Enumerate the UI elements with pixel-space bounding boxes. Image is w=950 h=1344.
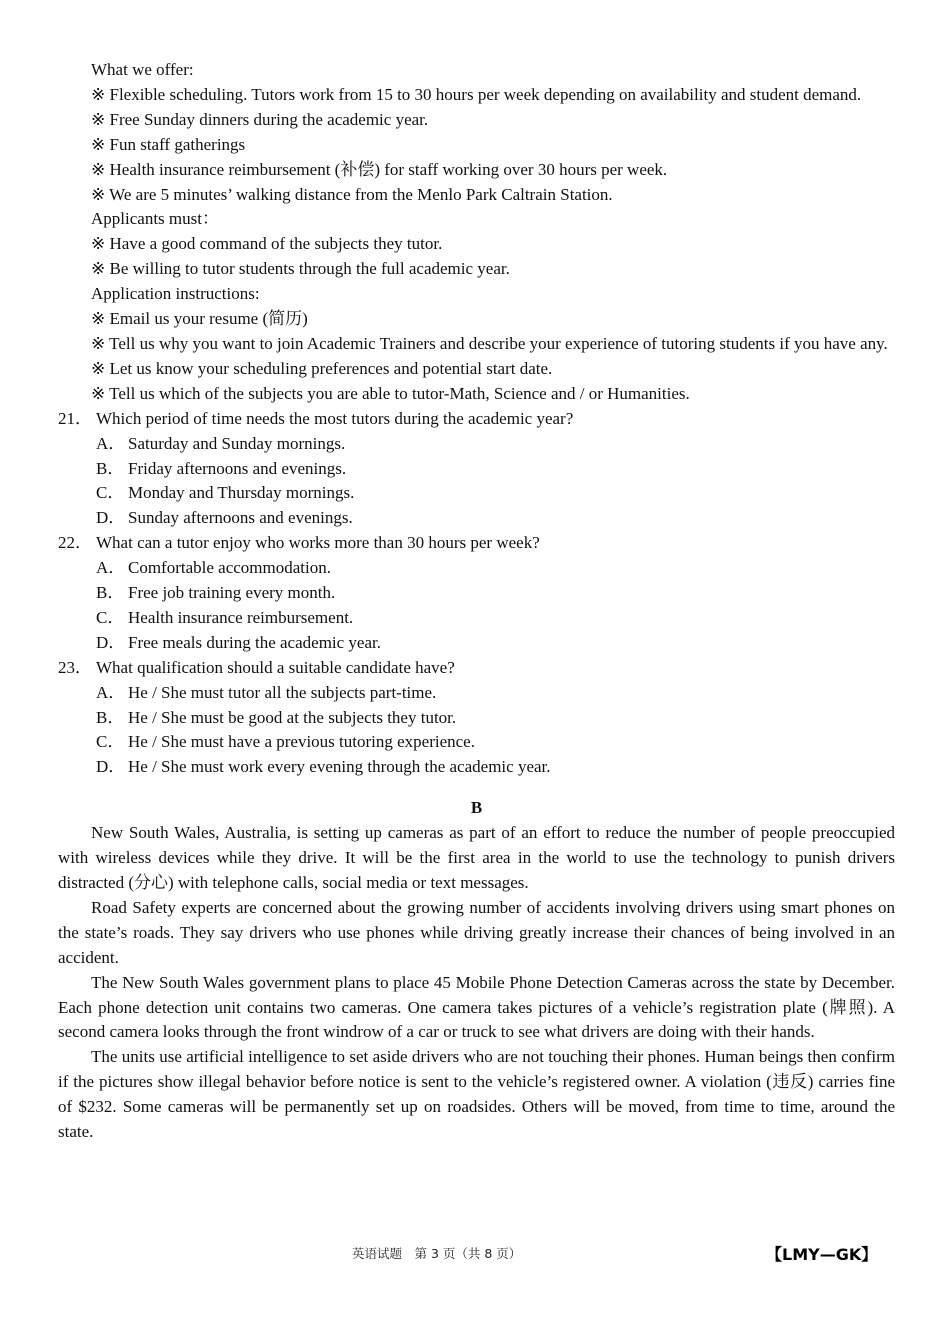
question-number: 23． xyxy=(58,657,92,677)
option-text: Sunday afternoons and evenings. xyxy=(128,508,353,528)
instructions-item: ※ Tell us which of the subjects you are able to tutor-Math, Science and / or Humanities. xyxy=(91,383,690,403)
question-text: What qualification should a suitable candidate have? xyxy=(96,657,455,677)
option-text: Health insurance reimbursement. xyxy=(128,607,354,627)
page-number: 英语试题 第 3 页（共 8 页） xyxy=(352,1246,522,1261)
question-21 xyxy=(58,407,895,532)
applicants-item: ※ Be willing to tutor students through the full academic year. xyxy=(91,259,510,279)
option xyxy=(96,706,895,731)
paragraph: The units use artificial intelligence to set aside drivers who are not touching their phones. Human beings then confirm if the pictures show illegal behavior before notice is sent to the vehicle’s registered owner. A violation (违反) carries fine of $232. Some cameras will be permanently set up on roadsides. Others will be moved, from time to time, around the state. xyxy=(58,1047,895,1142)
question-22 xyxy=(58,531,895,656)
option-text: He / She must have a previous tutoring experience. xyxy=(128,732,475,752)
passage-a xyxy=(58,58,895,407)
option xyxy=(96,481,895,506)
offer-item: ※ Health insurance reimbursement (补偿) for staff working over 30 hours per week. xyxy=(91,159,668,179)
option-letter: B． xyxy=(96,707,125,727)
section-title: B xyxy=(470,798,483,818)
option-text: Free job training every month. xyxy=(128,583,336,603)
option-text: He / She must work every evening through the academic year. xyxy=(128,757,551,777)
option-letter: D． xyxy=(96,632,126,652)
option xyxy=(96,432,895,457)
option-text: Comfortable accommodation. xyxy=(128,558,331,578)
option-letter: A． xyxy=(96,558,126,578)
option-letter: B． xyxy=(96,458,125,478)
option-letter: A． xyxy=(96,682,126,702)
applicants-item: ※ Have a good command of the subjects they tutor. xyxy=(91,234,443,254)
option xyxy=(96,506,895,531)
question-text: What can a tutor enjoy who works more than 30 hours per week? xyxy=(96,533,540,553)
option-text: He / She must be good at the subjects they tutor. xyxy=(128,707,457,727)
paragraph: The New South Wales government plans to place 45 Mobile Phone Detection Cameras across the state by December. Each phone detection unit contains two cameras. One camera takes pictures of a vehicle’s registration plate (牌照). A second camera looks through the front windrow of a car or truck to see what drivers are doing with their hands. xyxy=(58,972,895,1042)
option-letter: C． xyxy=(96,483,125,503)
option xyxy=(96,581,895,606)
option-letter: D． xyxy=(96,508,126,528)
option xyxy=(96,606,895,631)
offer-item: ※ Free Sunday dinners during the academic year. xyxy=(91,109,429,129)
question-number: 21． xyxy=(58,408,92,428)
option-text: Saturday and Sunday mornings. xyxy=(128,433,346,453)
instructions-item: ※ Email us your resume (简历) xyxy=(91,309,308,329)
page-footer xyxy=(0,1242,950,1266)
option xyxy=(96,755,895,780)
offer-item: ※ Flexible scheduling. Tutors work from 15 to 30 hours per week depending on availability and student demand. xyxy=(91,84,862,104)
applicants-heading: Applicants must： xyxy=(91,209,219,229)
option xyxy=(96,730,895,755)
offer-item: ※ Fun staff gatherings xyxy=(91,134,246,154)
question-number: 22． xyxy=(58,533,92,553)
offer-heading: What we offer: xyxy=(91,60,194,79)
option-text: Free meals during the academic year. xyxy=(128,632,381,652)
instructions-item: ※ Let us know your scheduling preferences and potential start date. xyxy=(91,358,553,378)
option-text: Monday and Thursday mornings. xyxy=(128,483,355,503)
paragraph: New South Wales, Australia, is setting up cameras as part of an effort to reduce the number of people preoccupied with wireless devices while they drive. It will be the first area in the world to use the technology to punish drivers distracted (分心) with telephone calls, social media or text messages. xyxy=(58,823,895,892)
offer-item: ※ We are 5 minutes’ walking distance from the Menlo Park Caltrain Station. xyxy=(91,184,613,204)
question-23 xyxy=(58,656,895,781)
instructions-heading: Application instructions: xyxy=(91,284,260,304)
instructions-item: ※ Tell us why you want to join Academic Trainers and describe your experience of tutoring students if you have any. xyxy=(91,333,888,353)
option-text: Friday afternoons and evenings. xyxy=(128,458,347,478)
option-letter: B． xyxy=(96,583,125,603)
option xyxy=(96,457,895,482)
option-letter: A． xyxy=(96,433,126,453)
option xyxy=(96,631,895,656)
exam-page xyxy=(58,58,895,1145)
question-text: Which period of time needs the most tutors during the academic year? xyxy=(96,408,574,428)
paragraph: Road Safety experts are concerned about the growing number of accidents involving drivers using smart phones on the state’s roads. They say drivers who use phones while driving greatly increase their chances of being involved in an accident. xyxy=(58,897,895,967)
option-letter: C． xyxy=(96,607,125,627)
questions xyxy=(58,407,895,781)
exam-code: 【LMY—GK】 xyxy=(766,1245,878,1264)
option-letter: C． xyxy=(96,732,125,752)
passage-b xyxy=(58,796,895,1145)
option-letter: D． xyxy=(96,757,126,777)
option-text: He / She must tutor all the subjects part-time. xyxy=(128,682,437,702)
option xyxy=(96,556,895,581)
option xyxy=(96,681,895,706)
